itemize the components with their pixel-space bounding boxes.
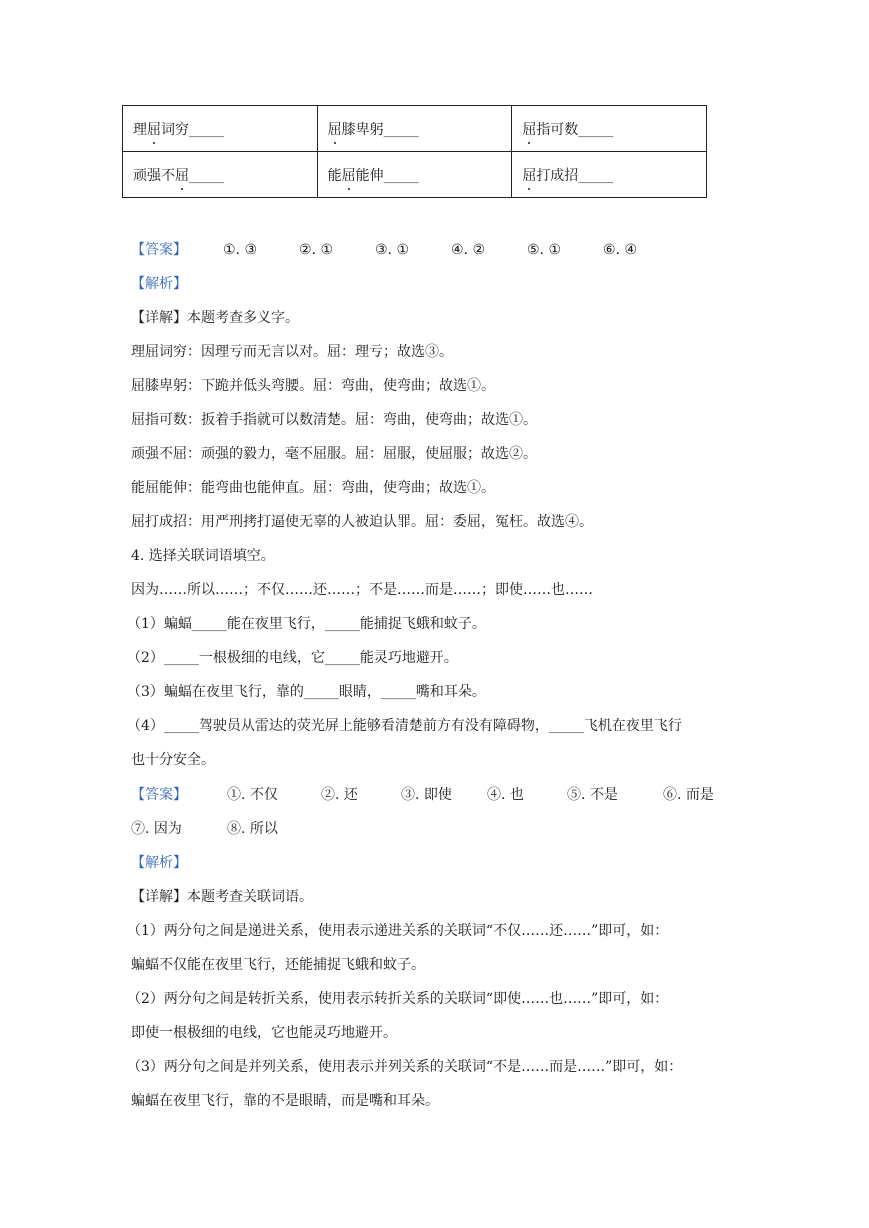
answer-item: ③. ① — [375, 242, 410, 258]
question-item: （1）蝙蝠_____能在夜里飞行，_____能捕捉飞蛾和蚊子。 — [127, 616, 486, 632]
question-title: 4. 选择关联词语填空。 — [131, 548, 275, 564]
question-item: （4）_____驾驶员从雷达的荧光屏上能够看清楚前方有没有障碍物，_____飞机在夜里飞行 — [127, 718, 682, 734]
table-row — [123, 152, 707, 198]
question-item: （2）_____一根极细的电线，它_____能灵巧地避开。 — [127, 650, 458, 666]
answer-item: ③. 即使 — [401, 787, 452, 803]
emphasis-char: 屈 — [175, 167, 189, 184]
question-item: （3）蝙蝠在夜里飞行，靠的_____眼睛，_____嘴和耳朵。 — [127, 684, 486, 700]
answer-label: 【答案】 — [131, 787, 187, 803]
answer-item: ⑤. ① — [527, 242, 562, 258]
answer-item: ⑧. 所以 — [227, 821, 278, 837]
answer-item: ⑤. 不是 — [567, 787, 618, 803]
explanation-line: （3）两分句之间是并列关系，使用表示并列关系的关联词“不是……而是……”即可，如： — [127, 1059, 683, 1075]
answer-item: ④. 也 — [487, 787, 524, 803]
emphasis-char: 屈 — [522, 121, 537, 138]
explanation-line: 屈打成招：用严刑拷打逼使无辜的人被迫认罪。屈：委屈，冤枉。故选④。 — [131, 514, 593, 530]
table-cell: 顽强不屈_____ — [123, 152, 318, 198]
analysis-label: 【解析】 — [131, 855, 187, 871]
explanation-line: 蝙蝠不仅能在夜里飞行，还能捕捉飞蛾和蚊子。 — [131, 957, 425, 973]
detail-line: 【详解】本题考查关联词语。 — [131, 889, 313, 905]
answer-item: ②. ① — [299, 242, 334, 258]
emphasis-char: 屈 — [341, 167, 356, 184]
table-cell: 理屈词穷_____ — [123, 106, 318, 152]
vocab-table — [122, 105, 707, 198]
answer-item: ②. 还 — [321, 787, 358, 803]
explanation-line: 理屈词穷：因理亏而无言以对。屈：理亏；故选③。 — [131, 344, 453, 360]
answer-item: ⑥. ④ — [603, 242, 638, 258]
question-options: 因为……所以……；不仅……还……；不是……而是……；即使……也…… — [131, 582, 593, 598]
answer-item: ⑦. 因为 — [131, 821, 182, 837]
emphasis-char: 屈 — [522, 167, 537, 184]
table-row — [123, 106, 707, 152]
detail-line: 【详解】本题考查多义字。 — [131, 310, 299, 326]
answer-item: ①. 不仅 — [227, 787, 278, 803]
explanation-line: 屈指可数：扳着手指就可以数清楚。屈：弯曲，使弯曲；故选①。 — [131, 412, 537, 428]
emphasis-char: 屈 — [147, 121, 161, 138]
q4-answer-row-2 — [131, 820, 278, 838]
answer-item: ①. ③ — [223, 242, 258, 258]
answer-label: 【答案】 — [131, 242, 187, 258]
explanation-line: 屈膝卑躬：下跪并低头弯腰。屈：弯曲，使弯曲；故选①。 — [131, 378, 495, 394]
explanation-line: 能屈能伸：能弯曲也能伸直。屈：弯曲，使弯曲；故选①。 — [131, 480, 495, 496]
explanation-line: （1）两分句之间是递进关系，使用表示递进关系的关联词“不仅……还……”即可，如： — [127, 923, 669, 939]
table-cell: 屈指可数_____ — [512, 106, 707, 152]
explanation-line: 即使一根极细的电线，它也能灵巧地避开。 — [131, 1025, 397, 1041]
answer-item: ④. ② — [451, 242, 486, 258]
explanation-line: 顽强不屈：顽强的毅力，毫不屈服。屈：屈服，使屈服；故选②。 — [131, 446, 537, 462]
analysis-label: 【解析】 — [131, 276, 187, 292]
table-cell: 能屈能伸_____ — [317, 152, 512, 198]
explanation-line: （2）两分句之间是转折关系，使用表示转折关系的关联词“即使……也……”即可，如： — [127, 991, 669, 1007]
emphasis-char: 屈 — [327, 121, 342, 138]
explanation-line: 蝙蝠在夜里飞行，靠的不是眼睛，而是嘴和耳朵。 — [131, 1093, 439, 1109]
answer-item: ⑥. 而是 — [663, 787, 714, 803]
q3-answer-row — [131, 241, 637, 259]
question-item-continued: 也十分安全。 — [131, 752, 215, 768]
table-cell: 屈打成招_____ — [512, 152, 707, 198]
table-cell: 屈膝卑躬_____ — [317, 106, 512, 152]
q4-answer-row — [131, 786, 714, 804]
